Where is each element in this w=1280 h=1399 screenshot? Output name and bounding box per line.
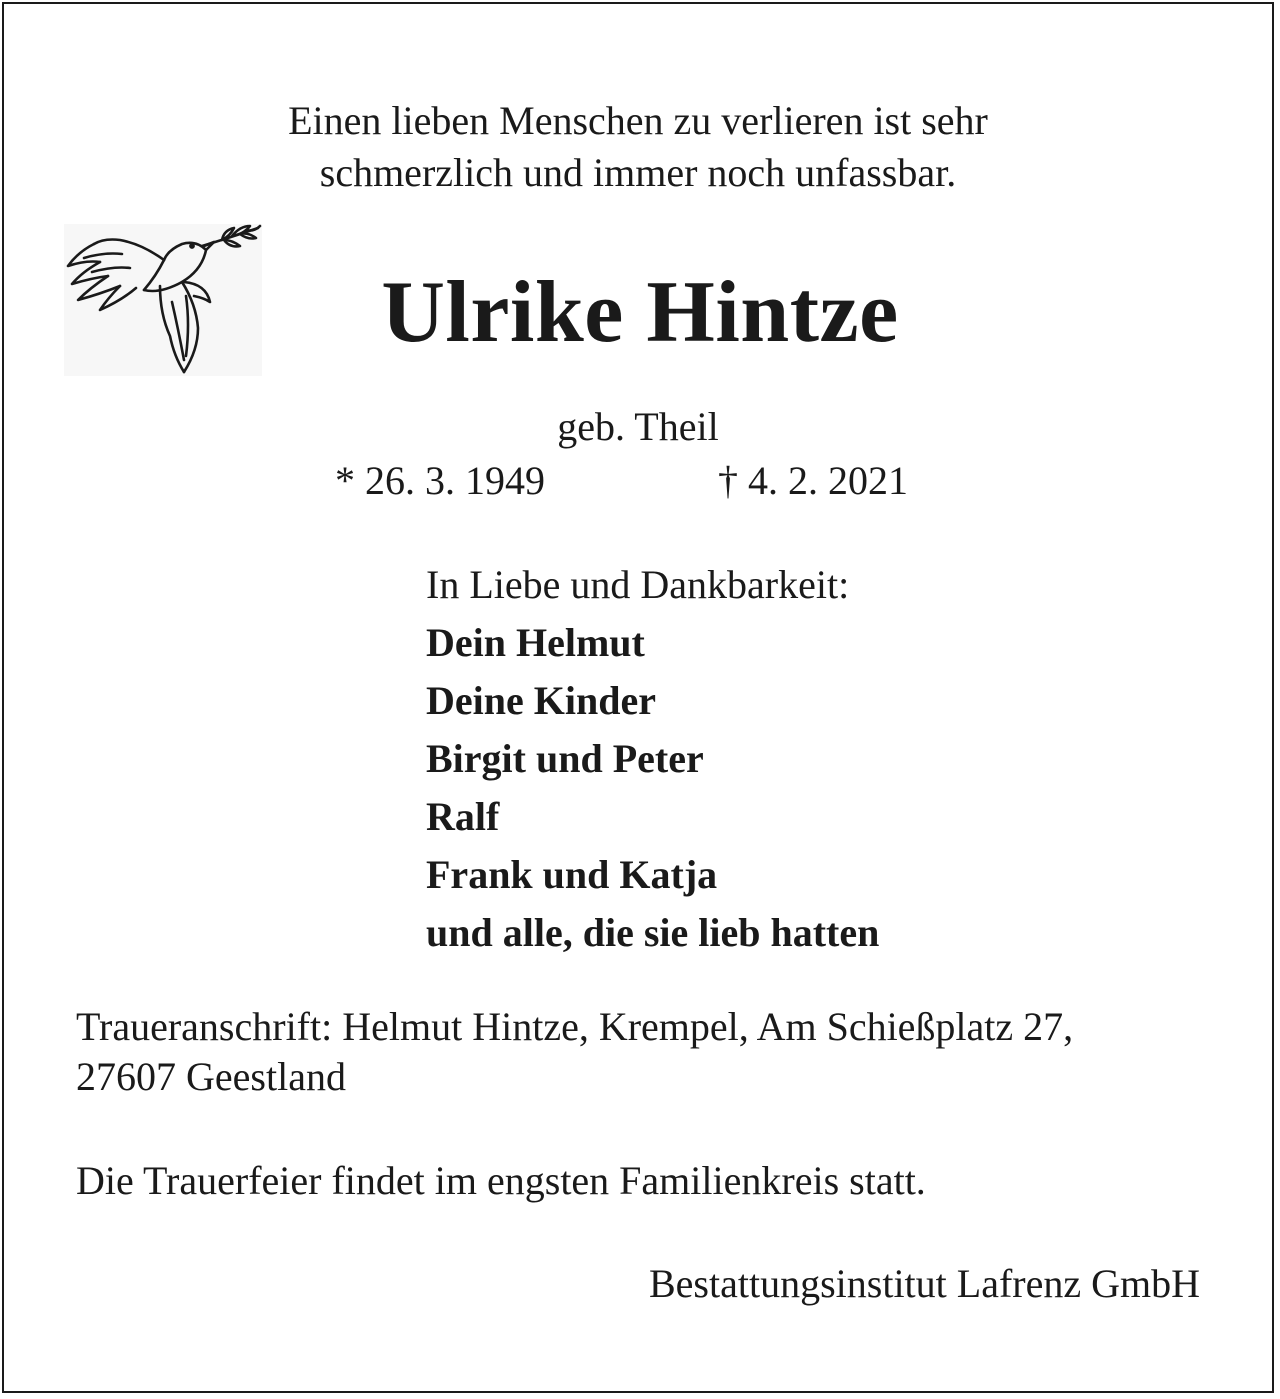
mourners-intro: In Liebe und Dankbarkeit: [426, 562, 850, 607]
mourner-name: Frank und Katja [426, 852, 718, 897]
birth-date: * 26. 3. 1949 [335, 458, 545, 503]
mourning-address-line-2: 27607 Geestland [76, 1054, 346, 1099]
death-date: † 4. 2. 2021 [718, 458, 908, 503]
mourner-name: Dein Helmut [426, 620, 645, 665]
mourners-block [426, 556, 879, 962]
mourner-name: und alle, die sie lieb hatten [426, 910, 880, 955]
maiden-name: geb. Theil [557, 404, 719, 449]
mourning-address-line-1: Traueranschrift: Helmut Hintze, Krempel, Am Schießplatz 27, [76, 1004, 1074, 1049]
dove-with-olive-branch-icon [64, 224, 262, 376]
undertaker-name: Bestattungsinstitut Lafrenz GmbH [648, 1261, 1200, 1306]
verse-line-2: schmerzlich und immer noch unfassbar. [319, 150, 957, 195]
deceased-name: Ulrike Hintze [381, 264, 899, 361]
mourner-name: Birgit und Peter [426, 736, 704, 781]
ceremony-note: Die Trauerfeier findet im engsten Familienkreis statt. [76, 1158, 926, 1203]
mourner-name: Deine Kinder [426, 678, 656, 723]
verse-line-1: Einen lieben Menschen zu verlieren ist sehr [288, 98, 988, 143]
mourner-name: Ralf [426, 794, 500, 839]
